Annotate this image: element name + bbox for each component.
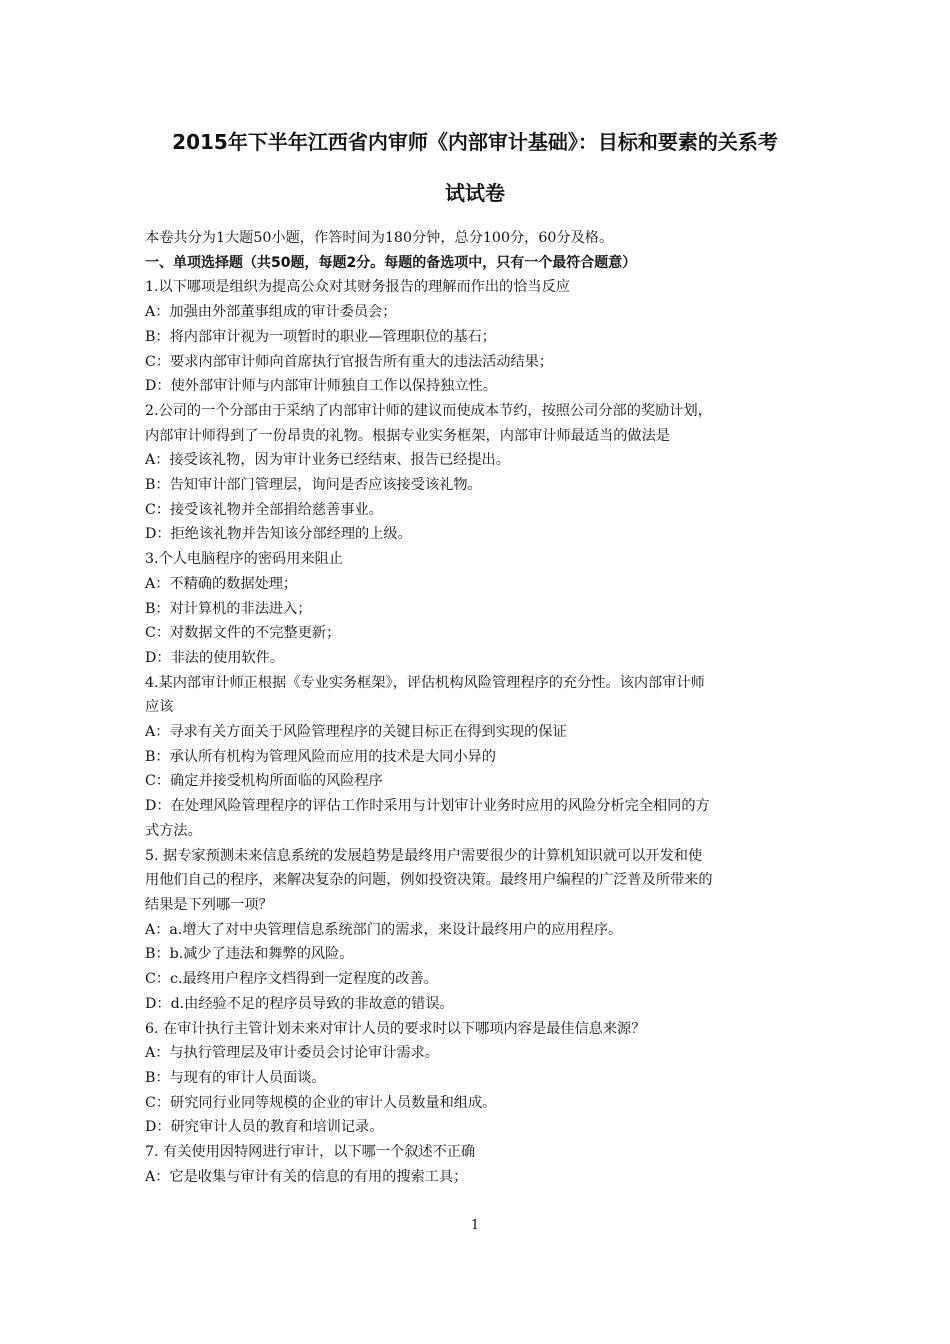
document-title-line-2: 试试卷 — [445, 181, 505, 205]
page-number: 1 — [470, 1218, 480, 1233]
exam-intro: 本卷共分为1大题50小题，作答时间为180分钟，总分100分，60分及格。 — [145, 230, 614, 246]
question-4-option-d-continued: 式方法。 — [145, 822, 202, 839]
question-3-option-b: B：对计算机的非法进入； — [145, 600, 312, 617]
question-2-option-b: B：告知审计部门管理层，询问是否应该接受该礼物。 — [145, 477, 482, 494]
question-1: 1.以下哪项是组织为提高公众对其财务报告的理解而作出的恰当反应 — [145, 279, 570, 296]
section-heading: 一、单项选择题（共50题，每题2分。每题的备选项中，只有一个最符合题意） — [145, 254, 637, 271]
question-4-continued: 应该 — [145, 699, 174, 716]
question-1-option-c: C：要求内部审计师向首席执行官报告所有重大的违法活动结果； — [145, 353, 554, 370]
question-5-option-d: D：d.由经验不足的程序员导致的非故意的错误。 — [145, 995, 454, 1012]
question-6-option-d: D：研究审计人员的教育和培训记录。 — [145, 1119, 384, 1136]
question-3-option-a: A：不精确的数据处理； — [145, 575, 298, 592]
question-7: 7. 有关使用因特网进行审计，以下哪一个叙述不正确 — [145, 1144, 476, 1161]
question-3-option-c: C：对数据文件的不完整更新； — [145, 625, 341, 642]
question-5-continued-2: 结果是下列哪一项？ — [145, 896, 273, 913]
question-4: 4.某内部审计师正根据《专业实务框架》，评估机构风险管理程序的充分性。该内部审计师 — [145, 674, 705, 691]
question-2-option-c: C：接受该礼物并全部捐给慈善事业。 — [145, 501, 383, 518]
question-6-option-b: B：与现有的审计人员面谈。 — [145, 1069, 326, 1086]
question-2-option-a: A：接受该礼物，因为审计业务已经结束、报告已经提出。 — [145, 452, 510, 469]
document-title-line-1: 2015年下半年江西省内审师《内部审计基础》：目标和要素的关系考 — [172, 130, 778, 154]
question-5-option-c: C：c.最终用户程序文档得到一定程度的改善。 — [145, 971, 438, 988]
question-1-option-d: D：使外部审计师与内部审计师独自工作以保持独立性。 — [145, 378, 497, 395]
question-4-option-d: D：在处理风险管理程序的评估工作时采用与计划审计业务时应用的风险分析完全相同的方 — [145, 798, 710, 815]
question-3-option-d: D：非法的使用软件。 — [145, 649, 285, 666]
question-2-continued: 内部审计师得到了一份昂贵的礼物。根据专业实务框架，内部审计师最适当的做法是 — [145, 427, 670, 444]
question-2-option-d: D：拒绝该礼物并告知该分部经理的上级。 — [145, 526, 412, 543]
document-body — [145, 226, 815, 1189]
question-5-continued-1: 用他们自己的程序，来解决复杂的问题，例如投资决策。最终用户编程的广泛普及所带来的 — [145, 872, 713, 889]
question-5-option-b: B：b.减少了违法和舞弊的风险。 — [145, 946, 354, 963]
question-6: 6. 在审计执行主管计划未来对审计人员的要求时以下哪项内容是最佳信息来源？ — [145, 1020, 646, 1037]
question-2: 2.公司的一个分部由于采纳了内部审计师的建议而使成本节约，按照公司分部的奖励计划， — [145, 402, 712, 419]
question-1-option-b: B：将内部审计视为一项暂时的职业—管理职位的基石； — [145, 328, 496, 345]
question-6-option-c: C：研究同行业同等规模的企业的审计人员数量和组成。 — [145, 1094, 497, 1111]
question-4-option-c: C：确定并接受机构所面临的风险程序 — [145, 773, 383, 790]
question-5: 5. 据专家预测未来信息系统的发展趋势是最终用户需要很少的计算机知识就可以开发和使 — [145, 847, 703, 864]
question-5-option-a: A：a.增大了对中央管理信息系统部门的需求，来设计最终用户的应用程序。 — [145, 921, 623, 938]
question-7-option-a: A：它是收集与审计有关的信息的有用的搜索工具； — [145, 1168, 468, 1185]
question-4-option-b: B：承认所有机构为管理风险而应用的技术是大同小异的 — [145, 748, 496, 765]
question-4-option-a: A：寻求有关方面关于风险管理程序的关键目标正在得到实现的保证 — [145, 724, 567, 741]
question-3: 3.个人电脑程序的密码用来阻止 — [145, 551, 343, 568]
question-6-option-a: A：与执行管理层及审计委员会讨论审计需求。 — [145, 1045, 439, 1062]
question-1-option-a: A：加强由外部董事组成的审计委员会； — [145, 304, 397, 321]
